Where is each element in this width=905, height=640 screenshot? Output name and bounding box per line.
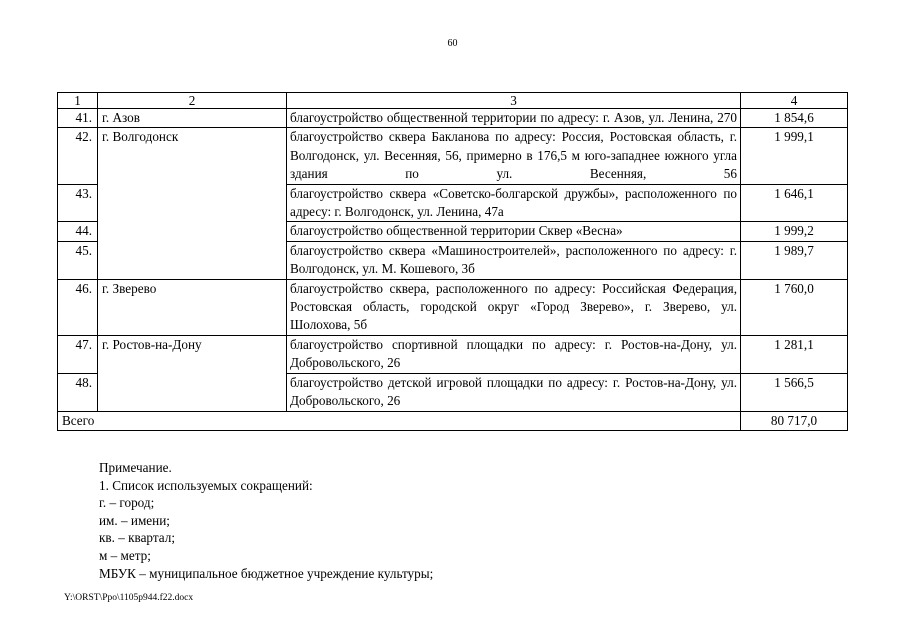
row-description: благоустройство спортивной площадки по адресу: г. Ростов-на-Дону, ул. Добровольского, 26 xyxy=(287,335,741,373)
row-number: 41. xyxy=(58,109,98,128)
abbreviation-item: м – метр; xyxy=(99,547,151,563)
row-value: 1 566,5 xyxy=(741,373,848,411)
row-city: г. Ростов-на-Дону xyxy=(98,335,287,411)
abbreviation-item: кв. – квартал; xyxy=(99,530,175,546)
table-header-row xyxy=(58,93,848,109)
row-description: благоустройство сквера «Советско-болгарской дружбы», расположенного по адресу: г. Волгодонск, ул. Ленина, 47а xyxy=(287,184,741,222)
row-value: 1 989,7 xyxy=(741,241,848,279)
row-number: 45. xyxy=(58,241,98,279)
footer-file-path: Y:\ORST\Ppo\1105p944.f22.docx xyxy=(64,593,194,603)
row-number: 43. xyxy=(58,184,98,222)
notes-section xyxy=(99,459,433,582)
row-value: 1 999,2 xyxy=(741,222,848,241)
abbreviation-item: им. – имени; xyxy=(99,512,170,528)
abbreviation-item: МБУК – муниципальное бюджетное учреждение культуры; xyxy=(99,565,434,581)
table-row xyxy=(58,128,848,184)
row-description: благоустройство сквера, расположенного по адресу: Российская Федерация, Ростовская область, городской округ «Город Зверево», г. Зверево, ул. Шолохова, 5б xyxy=(287,279,741,335)
header-col-1: 1 xyxy=(58,93,98,109)
row-description: благоустройство сквера Бакланова по адресу: Россия, Ростовская область, г. Волгодонск, ул. Весенняя, 56, примерно в 176,5 м юго-западнее южного угла здания по ул. Весенняя, 56 xyxy=(287,128,741,184)
row-city: г. Волгодонск xyxy=(98,128,287,279)
row-city: г. Зверево xyxy=(98,279,287,335)
row-city: г. Азов xyxy=(98,109,287,128)
row-description: благоустройство общественной территории Сквер «Весна» xyxy=(287,222,741,241)
row-number: 44. xyxy=(58,222,98,241)
header-col-2: 2 xyxy=(98,93,287,109)
total-value: 80 717,0 xyxy=(741,411,848,430)
table-row xyxy=(58,279,848,335)
table-row xyxy=(58,109,848,128)
row-number: 48. xyxy=(58,373,98,411)
header-col-3: 3 xyxy=(287,93,741,109)
row-number: 42. xyxy=(58,128,98,184)
page-number: 60 xyxy=(447,38,458,49)
row-description: благоустройство общественной территории по адресу: г. Азов, ул. Ленина, 270 xyxy=(287,109,741,128)
total-label: Всего xyxy=(58,411,741,430)
abbreviation-item: г. – город; xyxy=(99,495,155,511)
row-number: 47. xyxy=(58,335,98,373)
row-value: 1 760,0 xyxy=(741,279,848,335)
row-value: 1 999,1 xyxy=(741,128,848,184)
row-number: 46. xyxy=(58,279,98,335)
row-value: 1 854,6 xyxy=(741,109,848,128)
funding-table xyxy=(57,92,848,431)
row-value: 1 646,1 xyxy=(741,184,848,222)
total-row xyxy=(58,411,848,430)
row-description: благоустройство сквера «Машиностроителей», расположенного по адресу: г. Волгодонск, ул. М. Кошевого, 3б xyxy=(287,241,741,279)
notes-abbreviations-heading: 1. Список используемых сокращений: xyxy=(99,477,313,493)
notes-title: Примечание. xyxy=(99,460,172,475)
row-description: благоустройство детской игровой площадки по адресу: г. Ростов-на-Дону, ул. Добровольского, 26 xyxy=(287,373,741,411)
row-value: 1 281,1 xyxy=(741,335,848,373)
table-row xyxy=(58,335,848,373)
header-col-4: 4 xyxy=(741,93,848,109)
